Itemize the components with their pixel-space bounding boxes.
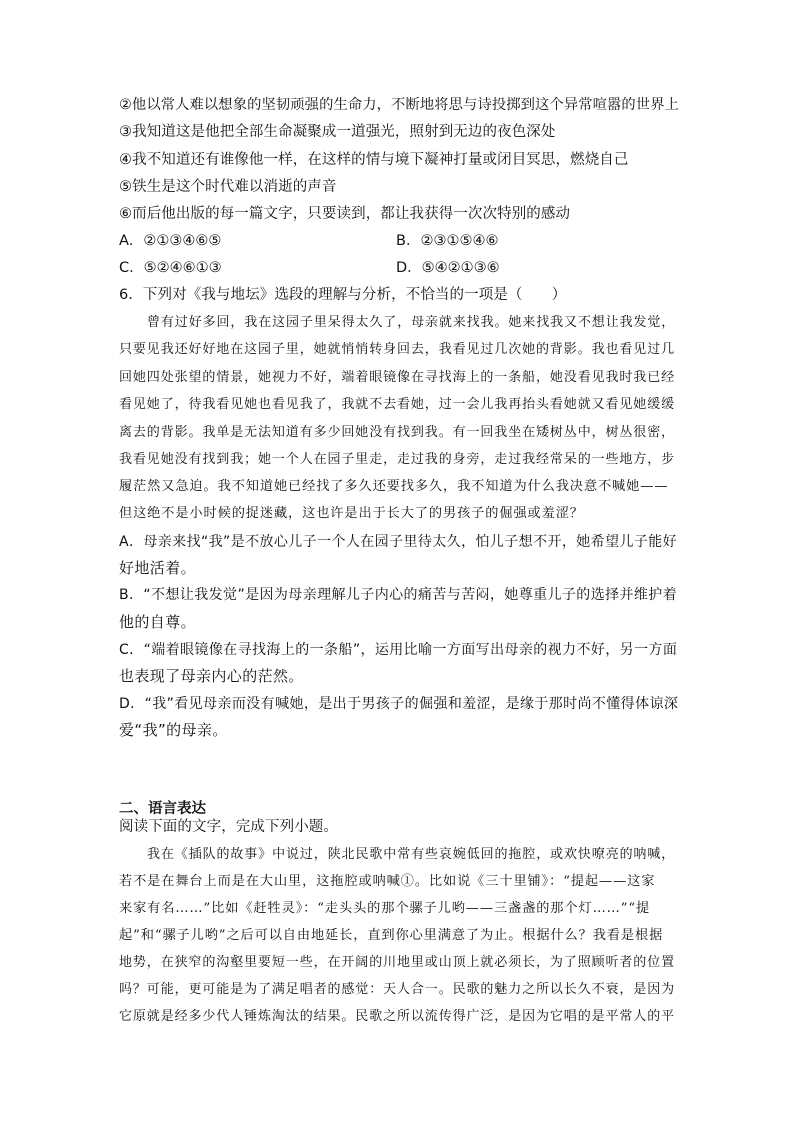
q6-passage-line: 离去的背影。我单是无法知道有多少回她没有找到我。有一回我坐在矮树丛中，树丛很密， bbox=[119, 425, 676, 440]
section2-passage-line: 吗？可能，更可能是为了满足唱者的感觉：天人合一。民歌的魅力之所以长久不衰，是因为 bbox=[119, 982, 676, 997]
section2-passage-line: 来家有名……”比如《赶牲灵》：“走头头的那个骡子儿哟——三盏盏的那个灯……”“提 bbox=[119, 901, 651, 916]
q5-option-c: C．⑤②④⑥①③ bbox=[119, 260, 222, 276]
q6-option-b-cont: 他的自尊。 bbox=[119, 613, 197, 631]
q5-option-d: D．⑤④②①③⑥ bbox=[396, 260, 500, 276]
section-instruction: 阅读下面的文字，完成下列小题。 bbox=[119, 819, 338, 835]
q6-passage-line: 看见她了，待我看见她也看见我了，我就不去看她，过一会儿我再抬头看她就又看见她缓缓 bbox=[119, 397, 676, 412]
q5-sentence-2: ②他以常人难以想象的坚韧顽强的生命力，不断地将思与诗投掷到这个异常喧嚣的世界上 bbox=[119, 97, 679, 113]
q6-passage-line: 履茫然又急迫。我不知道她已经找了多久还要找多久，我不知道为什么我决意不喊她—— bbox=[119, 479, 669, 494]
q6-passage-line: 我看见她没有找到我；她一个人在园子里走，走过我的身旁，走过我经常呆的一些地方，步 bbox=[119, 452, 676, 467]
section2-passage-line: 它原就是经多少代人锤炼淘汰的结果。民歌之所以流传得广泛，是因为它唱的是平常人的平 bbox=[119, 1009, 676, 1024]
section2-passage-line: 我在《插队的故事》中说过，陕北民歌中常有些哀婉低回的拖腔，或欢快嘹亮的呐喊， bbox=[147, 847, 676, 862]
section2-passage-line: 若不是在舞台上而是在大山里，这拖腔或呐喊①。比如说《三十里铺》：“提起——这家 bbox=[119, 874, 656, 889]
q5-sentence-6: ⑥而后他出版的每一篇文字，只要读到，都让我获得一次次特别的感动 bbox=[119, 206, 571, 222]
section-heading: 二、语言表达 bbox=[119, 801, 206, 817]
q6-option-d-cont: 爱“我”的母亲。 bbox=[119, 721, 228, 739]
q6-option-c: C．“端着眼镜像在寻找海上的一条船”，运用比喻一方面写出母亲的视力不好，另一方面 bbox=[119, 642, 678, 658]
q5-sentence-3: ③我知道这是他把全部生命凝聚成一道强光，照射到无边的夜色深处 bbox=[119, 124, 556, 140]
q6-option-d: D．“我”看见母亲而没有喊她，是出于男孩子的倔强和羞涩，是缘于那时尚不懂得体谅深 bbox=[119, 696, 679, 712]
q5-sentence-5: ⑤铁生是这个时代难以消逝的声音 bbox=[119, 179, 337, 195]
q6-option-a-cont: 好地活着。 bbox=[119, 559, 197, 577]
q6-option-c-cont: 也表现了母亲内心的茫然。 bbox=[119, 667, 304, 685]
q5-option-b: B．②③①⑤④⑥ bbox=[396, 233, 499, 249]
section2-passage-line: 起”和“骡子儿哟”之后可以自由地延长，直到你心里满意了为止。根据什么？我看是根据 bbox=[119, 928, 664, 943]
q6-passage-line: 但这绝不是小时候的捉迷藏，这也许是出于长大了的男孩子的倔强或羞涩？ bbox=[119, 506, 584, 521]
q6-passage-line: 回她四处张望的情景，她视力不好，端着眼镜像在寻找海上的一条船，她没看见我时我已经 bbox=[119, 370, 676, 385]
q5-sentence-4: ④我不知道还有谁像他一样，在这样的情与境下凝神打量或闭目冥思，燃烧自己 bbox=[119, 152, 629, 168]
q6-stem: 6．下列对《我与地坛》选段的理解与分析，不恰当的一项是（ ） bbox=[119, 287, 567, 303]
q6-passage-line: 曾有过好多回，我在这园子里呆得太久了，母亲就来找我。她来找我又不想让我发觉， bbox=[147, 315, 676, 330]
q6-passage-line: 只要见我还好好地在这园子里，她就悄悄转身回去，我看见过几次她的背影。我也看见过几 bbox=[119, 342, 676, 357]
section2-passage-line: 地势，在狭窄的沟壑里要短一些，在开阔的川地里或山顶上就必须长，为了照顾听者的位置 bbox=[119, 955, 676, 970]
q6-option-a: A．母亲来找“我”是不放心儿子一个人在园子里待太久，怕儿子想不开，她希望儿子能好 bbox=[119, 534, 678, 550]
q5-option-a: A．②①③④⑥⑤ bbox=[119, 233, 222, 249]
q6-option-b: B．“不想让我发觉”是因为母亲理解儿子内心的痛苦与苦闷，她尊重儿子的选择并维护着 bbox=[119, 587, 678, 603]
